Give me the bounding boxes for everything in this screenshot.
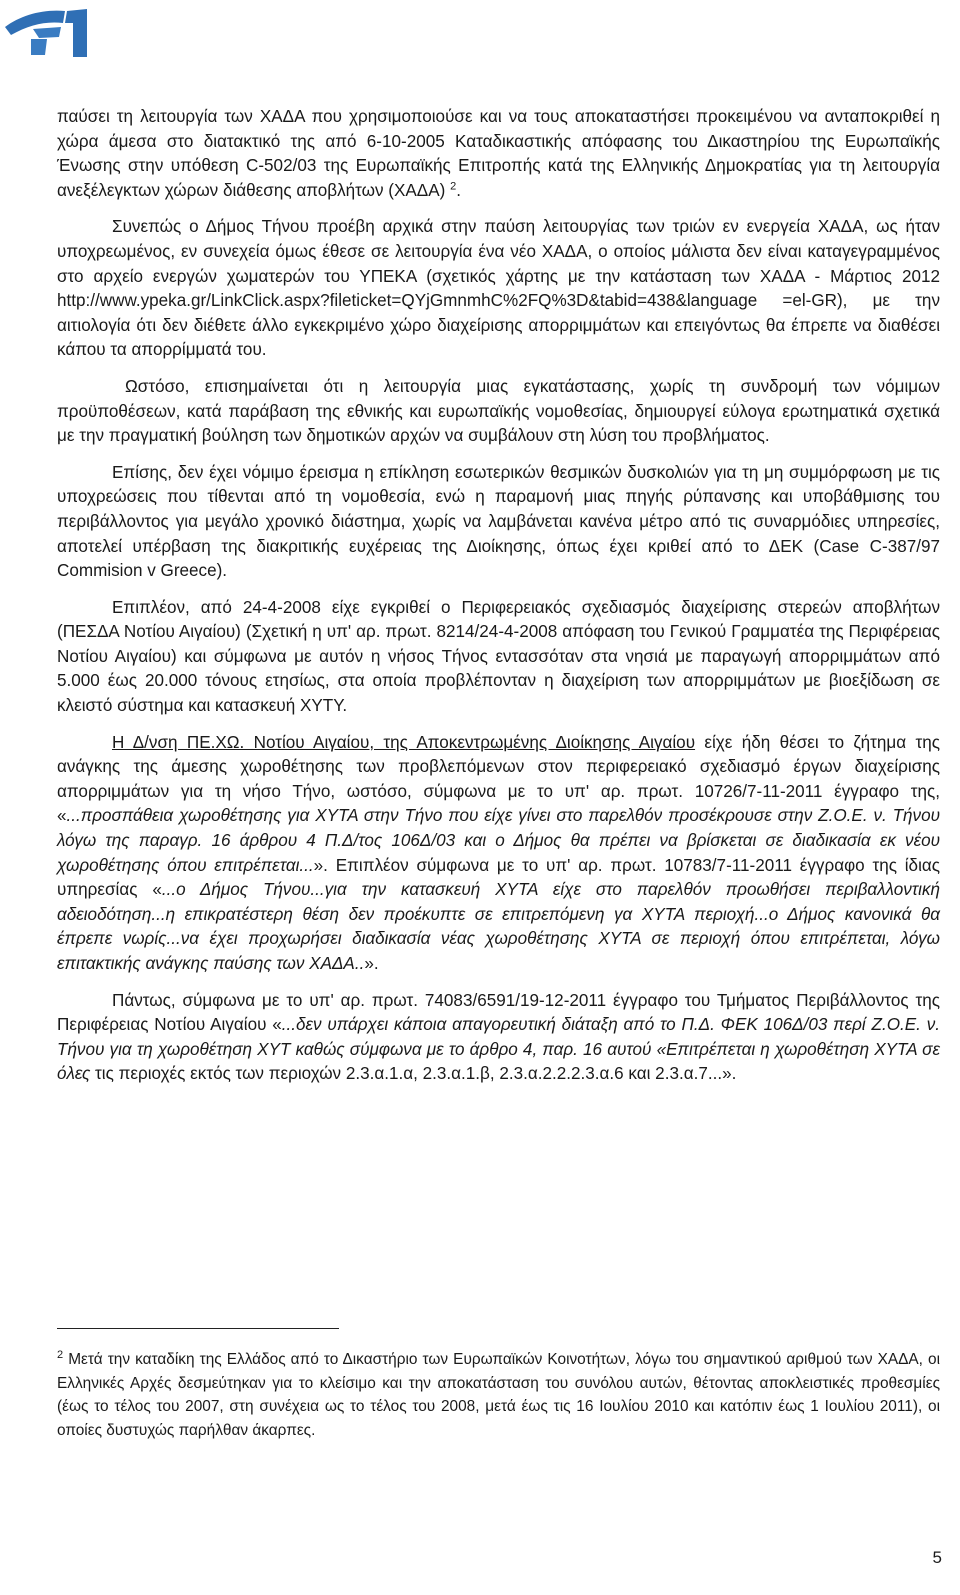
paragraph-2: Συνεπώς ο Δήμος Τήνου προέβη αρχικά στην παύση λειτουργίας των τριών εν ενεργεία ΧΑΔΑ, ως ήταν υποχρεωμένος, εν συνεχεία όμως έθεσε σε λειτουργία ένα νέο ΧΑΔΑ, ο οποίος μάλιστα δεν είναι καταγεγραμμένος στο αρχείο ενεργών χωματερών του ΥΠΕΚΑ (σχετικός χάρτης με την κατάσταση των ΧΑΔΑ - Μάρτιος 2012 http://www.ypeka.gr/LinkClick.aspx?fileticket=QYjGmnmhC%2FQ%3D&tabid=438&language =el-GR), με την αιτιολογία ότι δεν διέθετε άλλο εγκεκριμένο χώρο διαχείρισης απορριμμάτων και επειγόντως θα έπρεπε να διαθέσει κάπου τα απορρίμματά του.	[57, 217, 940, 360]
paragraph-3: Ωστόσο, επισημαίνεται ότι η λειτουργία μιας εγκατάστασης, χωρίς τη συνδρομή των νόμιμων προϋποθέσεων, κατά παράβαση της εθνικής και ευρωπαϊκής νομοθεσίας, δημιουργεί εύλογα ερωτηματικά σχετικά με την πραγματική βούληση των δημοτικών αρχών να συμβάλουν στη λύση του προβλήματος.	[57, 376, 940, 446]
footnote-text: Μετά την καταδίκη της Ελλάδος από το Δικαστήριο των Ευρωπαϊκών Κοινοτήτων, λόγω του σημαντικού αριθμού των ΧΑΔΑ, οι Ελληνικές Αρχές δεσμεύτηκαν για το κλείσιμο και την αποκατάσταση του συνόλου αυτών, θέτοντας αποκλειστικές προθεσμίες (έως το τέλος του 2007, στη συνέχεια ως το τέλος του 2008, μετά έως τις 16 Ιουλίου 2010 και κατόπιν έως 1 Ιουλίου 2011), οι οποίες δυστυχώς παρήλθαν άκαρπες.	[57, 1351, 940, 1439]
paragraph-1-text: παύσει τη λειτουργία των ΧΑΔΑ που χρησιμοποιούσε και να τους αποκαταστήσει προκειμένου να ανταποκριθεί η χώρα άμεσα στο διατακτικό της από 6-10-2005 Καταδικαστικής απόφασης του Δικαστηρίου της Ευρωπαϊκής Ένωσης στην υπόθεση C-502/03 της Ευρωπαϊκής Επιτροπής κατά της Ελληνικής Δημοκρατίας για τη λειτουργία ανεξέλεγκτων χώρων διάθεσης αποβλήτων (ΧΑΔΑ)	[57, 107, 940, 200]
paragraph-6	[57, 731, 940, 977]
page-number: 5	[932, 1548, 942, 1567]
paragraph-7	[57, 989, 940, 1087]
paragraph-6-part-c: ». Επιπλέον σύμφωνα με το υπ' αρ. πρωτ. 10783/7-11-2011 έγγραφο της ίδιας υπηρεσίας «	[57, 855, 940, 900]
paragraph-1	[57, 105, 940, 203]
paragraph-6-end: ».	[364, 954, 379, 973]
fi-logo-icon	[3, 5, 89, 59]
footnote	[57, 1348, 940, 1442]
paragraph-4: Επίσης, δεν έχει νόμιμο έρεισμα η επίκληση εσωτερικών θεσμικών δυσκολιών για τη μη συμμόρφωση με τις υποχρεώσεις που τίθενται από τη νομοθεσία, ενώ η παραμονή μιας πηγής ρύπανσης και υποβάθμισης του περιβάλλοντος για μεγάλο χρονικό διάστημα, χωρίς να λαμβάνεται κανένα μέτρο από τις συναρμόδιες υπηρεσίες, αποτελεί υπέρβαση της διακριτικής ευχέρειας της Διοίκησης, όπως έχει κριθεί από το ΔΕΚ (Case C-387/97 Commision v Greece).	[57, 462, 940, 581]
footnote-ref[interactable]: 2	[450, 180, 457, 193]
paragraph-5: Επιπλέον, από 24-4-2008 είχε εγκριθεί ο Περιφερειακός σχεδιασμός διαχείρισης στερεών αποβλήτων (ΠΕΣΔΑ Νοτίου Αιγαίου) (Σχετική η υπ' αρ. πρωτ. 8214/24-4-2008 απόφαση του Γενικού Γραμματέα της Περιφέρειας Νοτίου Αιγαίου) και σύμφωνα με αυτόν η νήσος Τήνος εντασσόταν στα νησιά με παραγωγή απορριμμάτων από 5.000 έως 20.000 τόνους ετησίως, στα οποία προβλέπονταν η διαχείριση των απορριμμάτων με βιοεξίδωση σε κλειστό σύστημα και κατασκευή ΧΥΤΥ.	[57, 597, 940, 716]
paragraph-7-part-c: τις περιοχές εκτός των περιοχών 2.3.α.1.α, 2.3.α.1.β, 2.3.α.2.2.2.3.α.6 και 2.3.α.7...».	[90, 1064, 737, 1084]
paragraph-7-part-a: Πάντως, σύμφωνα με το υπ' αρ. πρωτ. 74083/6591/19-12-2011 έγγραφο του Τμήματος Περιβάλλοντος της Περιφέρειας Νοτίου Αιγαίου «	[57, 990, 940, 1035]
paragraph-1-end: .	[456, 180, 461, 200]
paragraph-6-part-a: είχε ήδη θέσει το ζήτημα της ανάγκης της άμεσης χωροθέτησης των προβλεπόμενων στον περιφερειακό σχεδιασμό έργων διαχείρισης απορριμμάτων για τη νήσο Τήνο, ωστόσο, σύμφωνα με το υπ' αρ. πρωτ. 10726/7-11-2011 έγγραφο της, «	[57, 732, 940, 826]
quote-2: ...ο Δήμος Τήνου...για την κατασκευή ΧΥΤΑ είχε στο παρελθόν προωθήσει περιβαλλοντική αδειοδότηση...η επικρατέστερη θέση δεν προέκυπτε σε επιτρεπόμενη γα ΧΥΤΑ περιοχή...ο Δήμος κανονικά θα έπρεπε νωρίς...να έχει προχωρήσει διαδικασία νέας χωροθέτησης ΧΥΤΑ σε περιοχή όπου επιτρέπεται, λόγω επιτακτικής ανάγκης παύσης των ΧΑΔΑ..	[57, 880, 940, 973]
footnote-separator	[57, 1328, 339, 1329]
quote-1: ...προσπάθεια χωροθέτησης για ΧΥΤΑ στην Τήνο που είχε γίνει στο παρελθόν προσέκρουσε στην Ζ.Ο.Ε. ν. Τήνου λόγω της παραγρ. 16 άρθρου 4 Π.Δ/τος 106Δ/03 και ο Δήμος θα πρέπει να βρίσκεται σε διαδικασία εκ νέου χωροθέτησης όπου επιτρέπεται...	[57, 806, 940, 875]
quote-3: ...δεν υπάρχει κάποια απαγορευτική διάταξη από το Π.Δ. ΦΕΚ 106Δ/03 περί Ζ.Ο.Ε. ν. Τήνου για τη χωροθέτηση ΧΥΤ καθώς σύμφωνα με το άρθρο 4, παρ. 16 αυτού «Επιτρέπεται η χωροθέτηση ΧΥΤΑ σε όλες	[57, 1015, 940, 1084]
footnote-mark: 2	[57, 1348, 64, 1361]
document-body	[57, 105, 940, 1099]
authority-name: Η Δ/νση ΠΕ.ΧΩ. Νοτίου Αιγαίου, της Αποκεντρωμένης Διοίκησης Αιγαίου	[112, 732, 696, 752]
